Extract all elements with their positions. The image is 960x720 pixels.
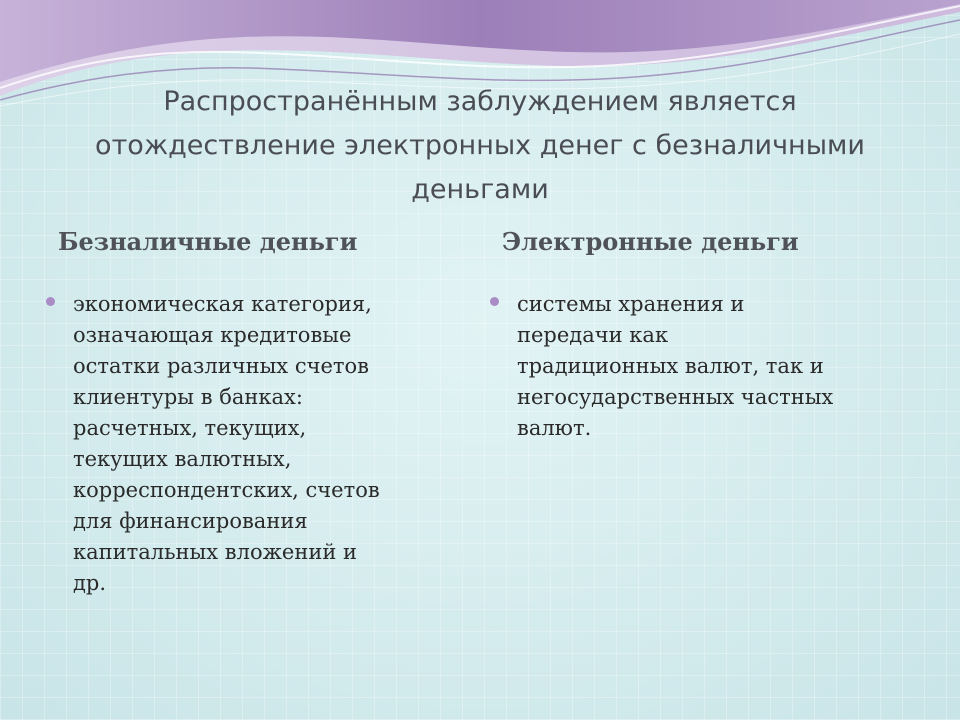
bullet-line: расчетных, текущих, [73,416,307,440]
column-heading-electronic: Электронные деньги [502,227,799,256]
bullet-icon [490,297,499,306]
bullet-text-electronic [517,289,907,444]
bullet-line: означающая кредитовые [73,323,352,347]
bullet-line: корреспондентских, счетов [73,478,380,502]
bullet-text-cashless [73,289,453,599]
bullet-line: остатки различных счетов [73,354,369,378]
title-line: Распространённым заблуждением является [163,86,797,117]
bullet-line: передачи как [517,323,669,347]
bullet-line: традиционных валют, так и [517,354,824,378]
bullet-line: негосударственных частных [517,385,834,409]
bullet-line: экономическая категория, [73,292,372,316]
bullet-line: капитальных вложений и [73,540,357,564]
bullet-line: текущих валютных, [73,447,292,471]
bullet-line: системы хранения и [517,292,745,316]
bullet-line: клиентуры в банках: [73,385,303,409]
title-line: деньгами [411,174,549,205]
slide-title [60,80,900,212]
column-heading-cashless: Безналичные деньги [58,227,358,256]
bullet-line: др. [73,571,107,595]
title-line: отождествление электронных денег с безналичными [95,130,865,161]
bullet-icon [46,297,55,306]
bullet-line: для финансирования [73,509,308,533]
bullet-line: валют. [517,416,592,440]
